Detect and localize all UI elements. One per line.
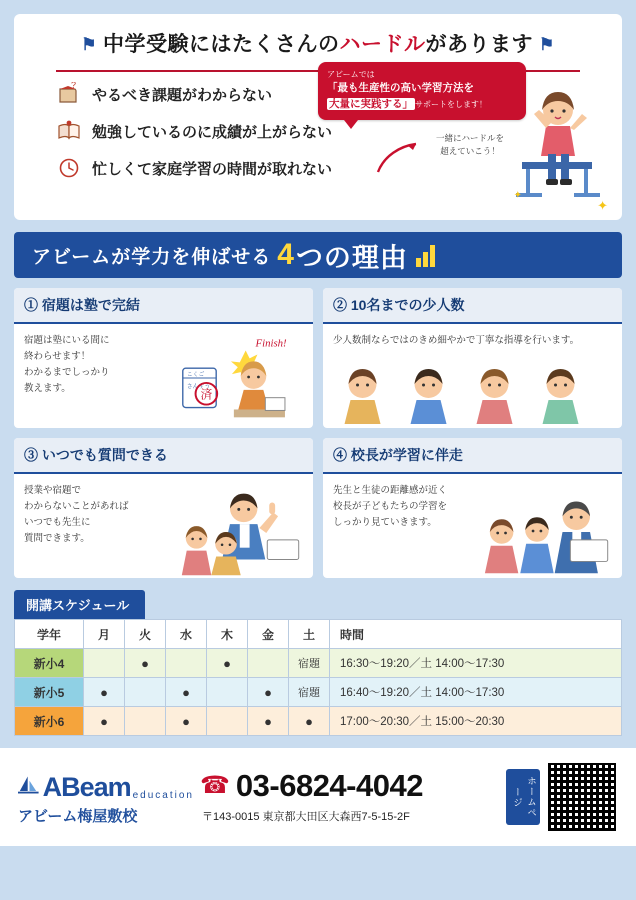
th-tue: 火 <box>125 620 166 649</box>
svg-text:Finish!: Finish! <box>255 337 288 350</box>
cell-grade: 新小4 <box>15 649 84 678</box>
hurdle-icon <box>512 154 604 200</box>
cell-tue: ● <box>125 649 166 678</box>
cell-mon: ● <box>84 707 125 736</box>
clock-icon <box>56 156 82 180</box>
phone-icon: ☎ <box>200 772 230 799</box>
bubble-line-1: アビームでは <box>327 70 375 79</box>
hero-panel <box>14 14 622 220</box>
banner-number: 4 <box>277 238 294 271</box>
contact-block <box>194 770 506 824</box>
cell-time: 16:40〜19:20／土 14:00〜17:30 <box>330 678 622 707</box>
card-title: ① 宿題は塾で完結 <box>14 288 313 324</box>
list-item-label: 忙しくて家庭学習の時間が取れない <box>92 160 333 178</box>
cell-grade: 新小5 <box>15 678 84 707</box>
cell-thu <box>207 707 248 736</box>
four-students-icon <box>329 364 616 426</box>
svg-text:?: ? <box>71 82 77 90</box>
brand-logo <box>18 769 194 826</box>
svg-text:済: 済 <box>200 388 213 402</box>
cell-fri: ● <box>248 707 289 736</box>
bar-chart-icon <box>416 243 435 267</box>
banner-pre-label: アビームが学力を伸ばせる <box>32 246 272 268</box>
reason-card-1 <box>14 288 313 428</box>
schedule-table <box>14 619 622 736</box>
list-item-label: 勉強しているのに成績が上がらない <box>92 123 333 141</box>
th-wed: 水 <box>166 620 207 649</box>
headline-accent: ハードル <box>339 33 426 56</box>
cell-time: 16:30〜19:20／土 14:00〜17:30 <box>330 649 622 678</box>
qr-block[interactable] <box>506 761 618 833</box>
table-row <box>15 678 622 707</box>
speech-bubble <box>318 62 526 120</box>
flag-left-icon: ⚑ <box>81 35 97 55</box>
th-thu: 木 <box>207 620 248 649</box>
cell-mon: ● <box>84 678 125 707</box>
bubble-line-3-tail: サポートをします！ <box>415 99 487 109</box>
curved-arrow-icon <box>374 138 422 174</box>
cell-fri: ● <box>248 678 289 707</box>
address-text: 〒143-0015 東京都大田区大森西7-5-15-2F <box>202 811 410 823</box>
footer-contact-bar <box>0 748 636 846</box>
reason-card-3 <box>14 438 313 578</box>
sparkle-icon: ✦ <box>597 198 608 213</box>
cell-grade: 新小6 <box>15 707 84 736</box>
cell-tue <box>125 678 166 707</box>
headline-post: があります <box>425 33 533 56</box>
qr-label: ホームページ <box>506 769 540 825</box>
qr-code-icon[interactable] <box>546 761 618 833</box>
cell-sat: ● <box>289 707 330 736</box>
headline-pre: 中学受験にはたくさんの <box>103 33 340 56</box>
school-name: アビーム梅屋敷校 <box>18 807 138 825</box>
th-time: 時間 <box>330 620 622 649</box>
flag-right-icon: ⚑ <box>539 35 555 55</box>
reason-card-2 <box>323 288 622 428</box>
cell-wed <box>166 649 207 678</box>
card-body: 宿題は塾にいる間に 終わらせます！ わかるまでしっかり 教えます。 <box>24 335 110 395</box>
table-row <box>15 707 622 736</box>
sail-logo-icon <box>18 769 39 801</box>
card-title: ② 10名までの少人数 <box>323 288 622 324</box>
cell-wed: ● <box>166 678 207 707</box>
card-title: ③ いつでも質問できる <box>14 438 313 474</box>
cell-mon <box>84 649 125 678</box>
card-body: 授業や宿題で わからないことがあれば いつでも先生に 質問できます。 <box>24 485 129 545</box>
bubble-line-2: 「最も生産性の高い学習方法を <box>327 82 474 94</box>
card-title: ④ 校長が学習に伴走 <box>323 438 622 474</box>
logo-wordmark: ABeam <box>42 771 131 802</box>
cell-fri <box>248 649 289 678</box>
svg-text:こくご: こくご <box>187 372 205 379</box>
question-book-icon <box>56 82 82 106</box>
cell-time: 17:00〜20:30／土 15:00〜20:30 <box>330 707 622 736</box>
banner-post-label: つの理由 <box>295 242 408 273</box>
principal-with-students-icon <box>480 484 618 576</box>
schedule-section <box>14 590 622 736</box>
cell-thu <box>207 678 248 707</box>
bubble-line-3: 大量に実践する」 <box>329 97 413 110</box>
cell-sat: 宿題 <box>289 649 330 678</box>
hand-note: 一緒にハードルを 超えていこう！ <box>435 133 504 156</box>
open-book-icon <box>56 119 82 143</box>
cell-thu: ● <box>207 649 248 678</box>
th-fri: 金 <box>248 620 289 649</box>
card-body: 先生と生徒の距離感が近く 校長が子どもたちの学習を しっかり見ていきます。 <box>333 485 448 529</box>
cell-wed: ● <box>166 707 207 736</box>
table-row <box>15 649 622 678</box>
th-sat: 土 <box>289 620 330 649</box>
th-mon: 月 <box>84 620 125 649</box>
card-body: 少人数制ならではのきめ細やかで丁寧な指導を行います。 <box>333 335 580 346</box>
phone-number[interactable]: 03-6824-4042 <box>235 768 423 803</box>
reason-card-4 <box>323 438 622 578</box>
sparkle-icon: ✦ <box>513 190 522 201</box>
logo-education-label: education <box>132 789 194 801</box>
table-header-row <box>15 620 622 649</box>
svg-text:さんすう: さんすう <box>187 383 211 390</box>
teacher-answering-icon <box>171 484 309 576</box>
reasons-banner <box>14 232 622 278</box>
list-item-label: やるべき課題がわからない <box>92 86 273 104</box>
student-finish-icon <box>171 334 309 426</box>
cell-tue <box>125 707 166 736</box>
reason-card-grid <box>14 288 622 578</box>
th-grade: 学年 <box>15 620 84 649</box>
cell-sat: 宿題 <box>289 678 330 707</box>
schedule-tab-label: 開講スケジュール <box>14 590 145 619</box>
page-title <box>30 28 606 66</box>
